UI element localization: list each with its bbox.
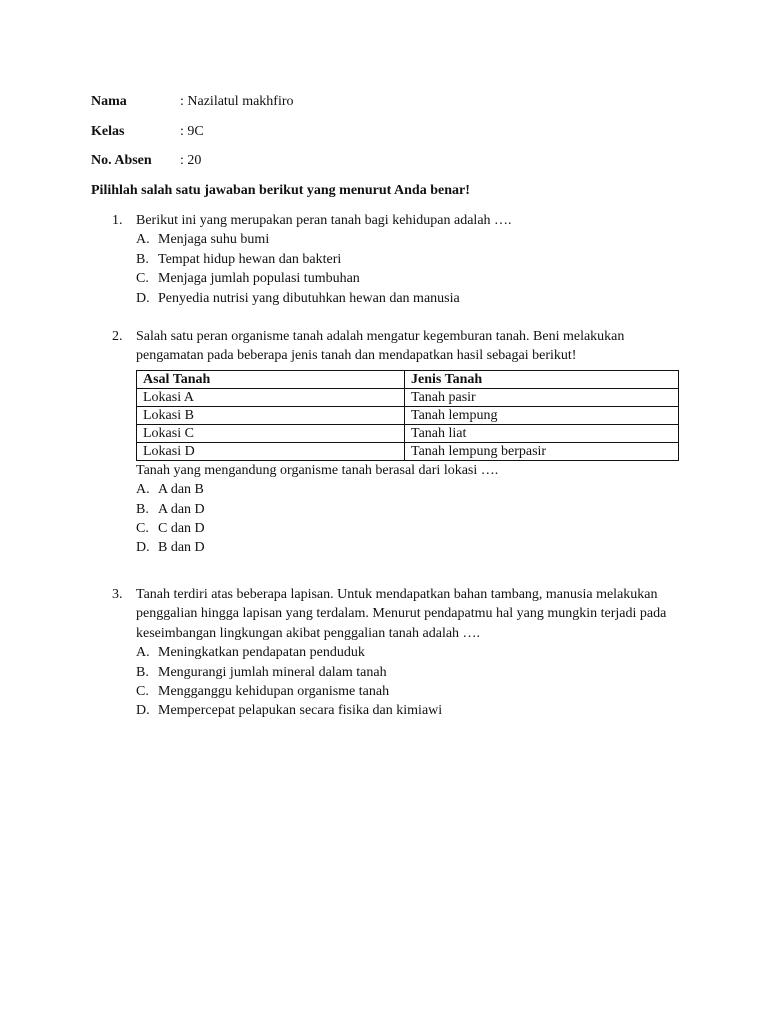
table-cell: Tanah liat bbox=[405, 424, 679, 442]
option-letter: C. bbox=[136, 271, 149, 287]
table-cell: Lokasi A bbox=[137, 388, 405, 406]
option-b bbox=[136, 663, 692, 682]
question-3 bbox=[112, 585, 692, 721]
option-text: A dan B bbox=[158, 482, 204, 498]
option-list bbox=[136, 480, 692, 558]
name-label: Nama bbox=[91, 94, 127, 109]
table-header-row bbox=[137, 370, 679, 388]
option-d bbox=[136, 538, 692, 557]
option-c bbox=[136, 682, 692, 701]
question-text: Tanah terdiri atas beberapa lapisan. Untuk mendapatkan bahan tambang, manusia melakukan penggalian hingga lapisan yang terdalam. Menurut pendapatmu hal yang mungkin terjadi pada keseimbangan lingkungan akibat penggalian tanah adalah …. bbox=[136, 587, 667, 641]
option-letter: C. bbox=[136, 684, 149, 699]
absen-value: : 20 bbox=[180, 153, 202, 168]
table-cell: Lokasi C bbox=[137, 424, 405, 442]
option-b bbox=[136, 250, 692, 269]
table-cell: Tanah lempung bbox=[405, 406, 679, 424]
option-letter: A. bbox=[136, 645, 150, 661]
question-2 bbox=[112, 327, 692, 558]
table-cell: Tanah pasir bbox=[405, 388, 679, 406]
absen-label: No. Absen bbox=[91, 153, 152, 168]
option-text: Mempercepat pelapukan secara fisika dan kimiawi bbox=[158, 703, 443, 719]
option-letter: C. bbox=[136, 521, 149, 536]
option-letter: A. bbox=[136, 482, 150, 498]
option-letter: D. bbox=[136, 290, 150, 306]
question-follow-up: Tanah yang mengandung organisme tanah berasal dari lokasi …. bbox=[136, 462, 499, 478]
table-row bbox=[137, 442, 679, 460]
table-cell: Lokasi D bbox=[137, 442, 405, 460]
option-text: A dan D bbox=[158, 501, 205, 517]
option-d bbox=[136, 289, 692, 308]
option-text: Penyedia nutrisi yang dibutuhkan hewan dan manusia bbox=[158, 290, 460, 306]
option-d bbox=[136, 701, 692, 720]
option-text: B dan D bbox=[158, 540, 205, 556]
question-number: 3. bbox=[112, 587, 123, 602]
option-text: C dan D bbox=[158, 521, 205, 536]
option-letter: B. bbox=[136, 251, 149, 267]
option-list bbox=[136, 230, 692, 308]
option-text: Menjaga suhu bumi bbox=[158, 232, 270, 248]
table-cell: Tanah lempung berpasir bbox=[405, 442, 679, 460]
question-number: 1. bbox=[112, 213, 123, 228]
question-number: 2. bbox=[112, 329, 123, 344]
class-label: Kelas bbox=[91, 124, 125, 139]
option-a bbox=[136, 643, 692, 662]
option-text: Mengganggu kehidupan organisme tanah bbox=[158, 684, 390, 699]
table-row bbox=[137, 406, 679, 424]
table-row bbox=[137, 388, 679, 406]
option-a bbox=[136, 230, 692, 249]
option-text: Meningkatkan pendapatan penduduk bbox=[158, 645, 365, 661]
option-c bbox=[136, 519, 692, 538]
name-value: : Nazilatul makhfiro bbox=[180, 94, 294, 109]
option-list bbox=[136, 643, 692, 721]
question-1 bbox=[112, 211, 692, 308]
option-letter: D. bbox=[136, 703, 150, 719]
option-letter: B. bbox=[136, 664, 149, 680]
table-row bbox=[137, 424, 679, 442]
option-a bbox=[136, 480, 692, 499]
option-letter: B. bbox=[136, 501, 149, 517]
class-value: : 9C bbox=[180, 124, 204, 139]
option-letter: D. bbox=[136, 540, 150, 556]
table-header: Jenis Tanah bbox=[405, 370, 679, 388]
option-b bbox=[136, 500, 692, 519]
instruction-text: Pilihlah salah satu jawaban berikut yang menurut Anda benar! bbox=[91, 183, 470, 198]
option-c bbox=[136, 269, 692, 288]
option-text: Tempat hidup hewan dan bakteri bbox=[158, 251, 342, 267]
option-letter: A. bbox=[136, 232, 150, 248]
option-text: Mengurangi jumlah mineral dalam tanah bbox=[158, 664, 387, 680]
question-text: Salah satu peran organisme tanah adalah mengatur kegemburan tanah. Beni melakukan pengamatan pada beberapa jenis tanah dan mendapatkan hasil sebagai berikut! bbox=[136, 329, 625, 364]
table-header: Asal Tanah bbox=[137, 370, 405, 388]
soil-table bbox=[136, 370, 679, 461]
table-cell: Lokasi B bbox=[137, 406, 405, 424]
question-text: Berikut ini yang merupakan peran tanah bagi kehidupan adalah …. bbox=[136, 213, 512, 228]
option-text: Menjaga jumlah populasi tumbuhan bbox=[158, 271, 360, 287]
